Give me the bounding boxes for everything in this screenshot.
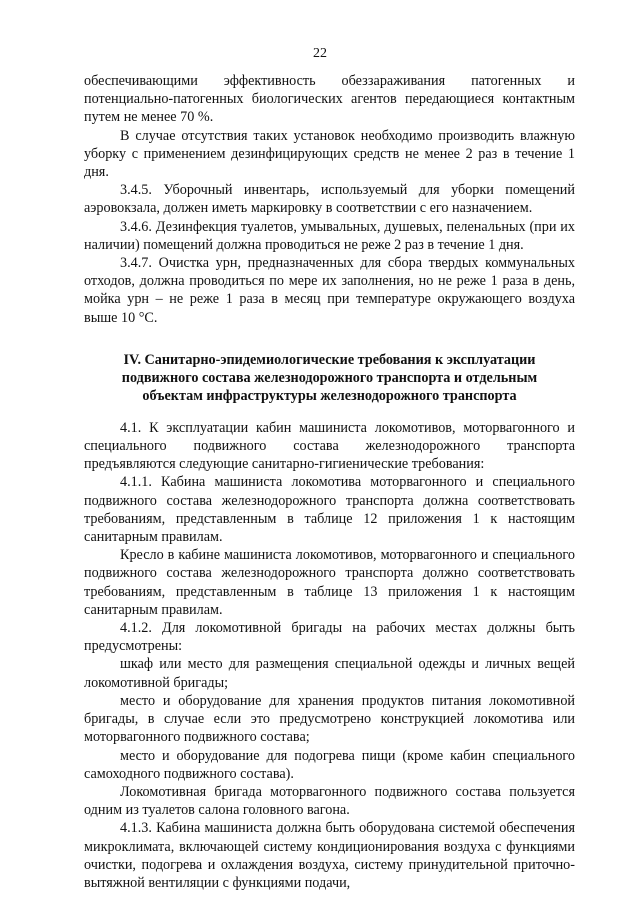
paragraph-3-4-5: 3.4.5. Уборочный инвентарь, используемый для уборки помещений аэровокзала, должен иметь маркировку в соответствии с его назначением. bbox=[84, 182, 575, 217]
paragraph-4-1: 4.1. К эксплуатации кабин машиниста локомотивов, моторвагонного и специального подвижного состава железнодорожного транспорта предъявляются следующие санитарно-гигиенические требования: bbox=[84, 419, 575, 473]
paragraph-4-1-1: 4.1.1. Кабина машиниста локомотива моторвагонного и специального подвижного состава железнодорожного транспорта должна соответствовать требованиям, представленным в таблице 12 приложения 1 к настоящим санитарным правилам. bbox=[84, 474, 575, 546]
paragraph-3-4-7: 3.4.7. Очистка урн, предназначенных для сбора твердых коммунальных отходов, должна проводиться по мере их заполнения, но не реже 1 раза в день, мойка урн – не реже 1 раза в месяц при температуре окружающего воздуха выше 10 °С. bbox=[84, 255, 575, 326]
page-number: 22 bbox=[313, 46, 327, 61]
paragraph-wet-cleaning: В случае отсутствия таких установок необходимо производить влажную уборку с применением дезинфицирующих средств не менее 2 раз в течение 1 дня. bbox=[84, 127, 575, 181]
paragraph-seat-requirements: Кресло в кабине машиниста локомотивов, моторвагонного и специального подвижного состава железнодорожного транспорта должно соответствовать требованиям, представленным в таблице 13 приложения 1 к настоящим санитарным правилам. bbox=[84, 547, 575, 618]
paragraph-3-4-6: 3.4.6. Дезинфекция туалетов, умывальных, душевых, пеленальных (при их наличии) помещений должна проводиться не реже 2 раз в течение 1 дня. bbox=[84, 218, 575, 253]
paragraph-4-1-2: 4.1.2. Для локомотивной бригады на рабочих местах должны быть предусмотрены: bbox=[84, 620, 575, 655]
document-body bbox=[84, 72, 575, 892]
section-heading: IV. Санитарно-эпидемиологические требования к эксплуатации подвижного состава железнодорожного транспорта и отдельным объектам инфраструктуры железнодорожного транспорта bbox=[121, 351, 538, 404]
paragraph-toilet-use: Локомотивная бригада моторвагонного подвижного состава пользуется одним из туалетов салона головного вагона. bbox=[84, 783, 575, 819]
paragraph-continuation: обеспечивающими эффективность обеззараживания патогенных и потенциально-патогенных биологических агентов передающиеся контактным путем не менее 70 %. bbox=[84, 73, 575, 126]
list-item-food-heating: место и оборудование для подогрева пищи (кроме кабин специального самоходного подвижного состава). bbox=[84, 747, 575, 782]
paragraph-4-1-3: 4.1.3. Кабина машиниста должна быть оборудована системой обеспечения микроклимата, включающей систему кондиционирования воздуха с функциями очистки, подогрева и охлаждения воздуха, систему принудительной приточно-вытяжной вентиляции с функциями подачи, bbox=[84, 820, 575, 891]
list-item-wardrobe: шкаф или место для размещения специальной одежды и личных вещей локомотивной бригады; bbox=[84, 656, 575, 691]
list-item-food-storage: место и оборудование для хранения продуктов питания локомотивной бригады, в случае если это предусмотрено конструкцией локомотива или моторвагонного подвижного состава; bbox=[84, 692, 575, 746]
